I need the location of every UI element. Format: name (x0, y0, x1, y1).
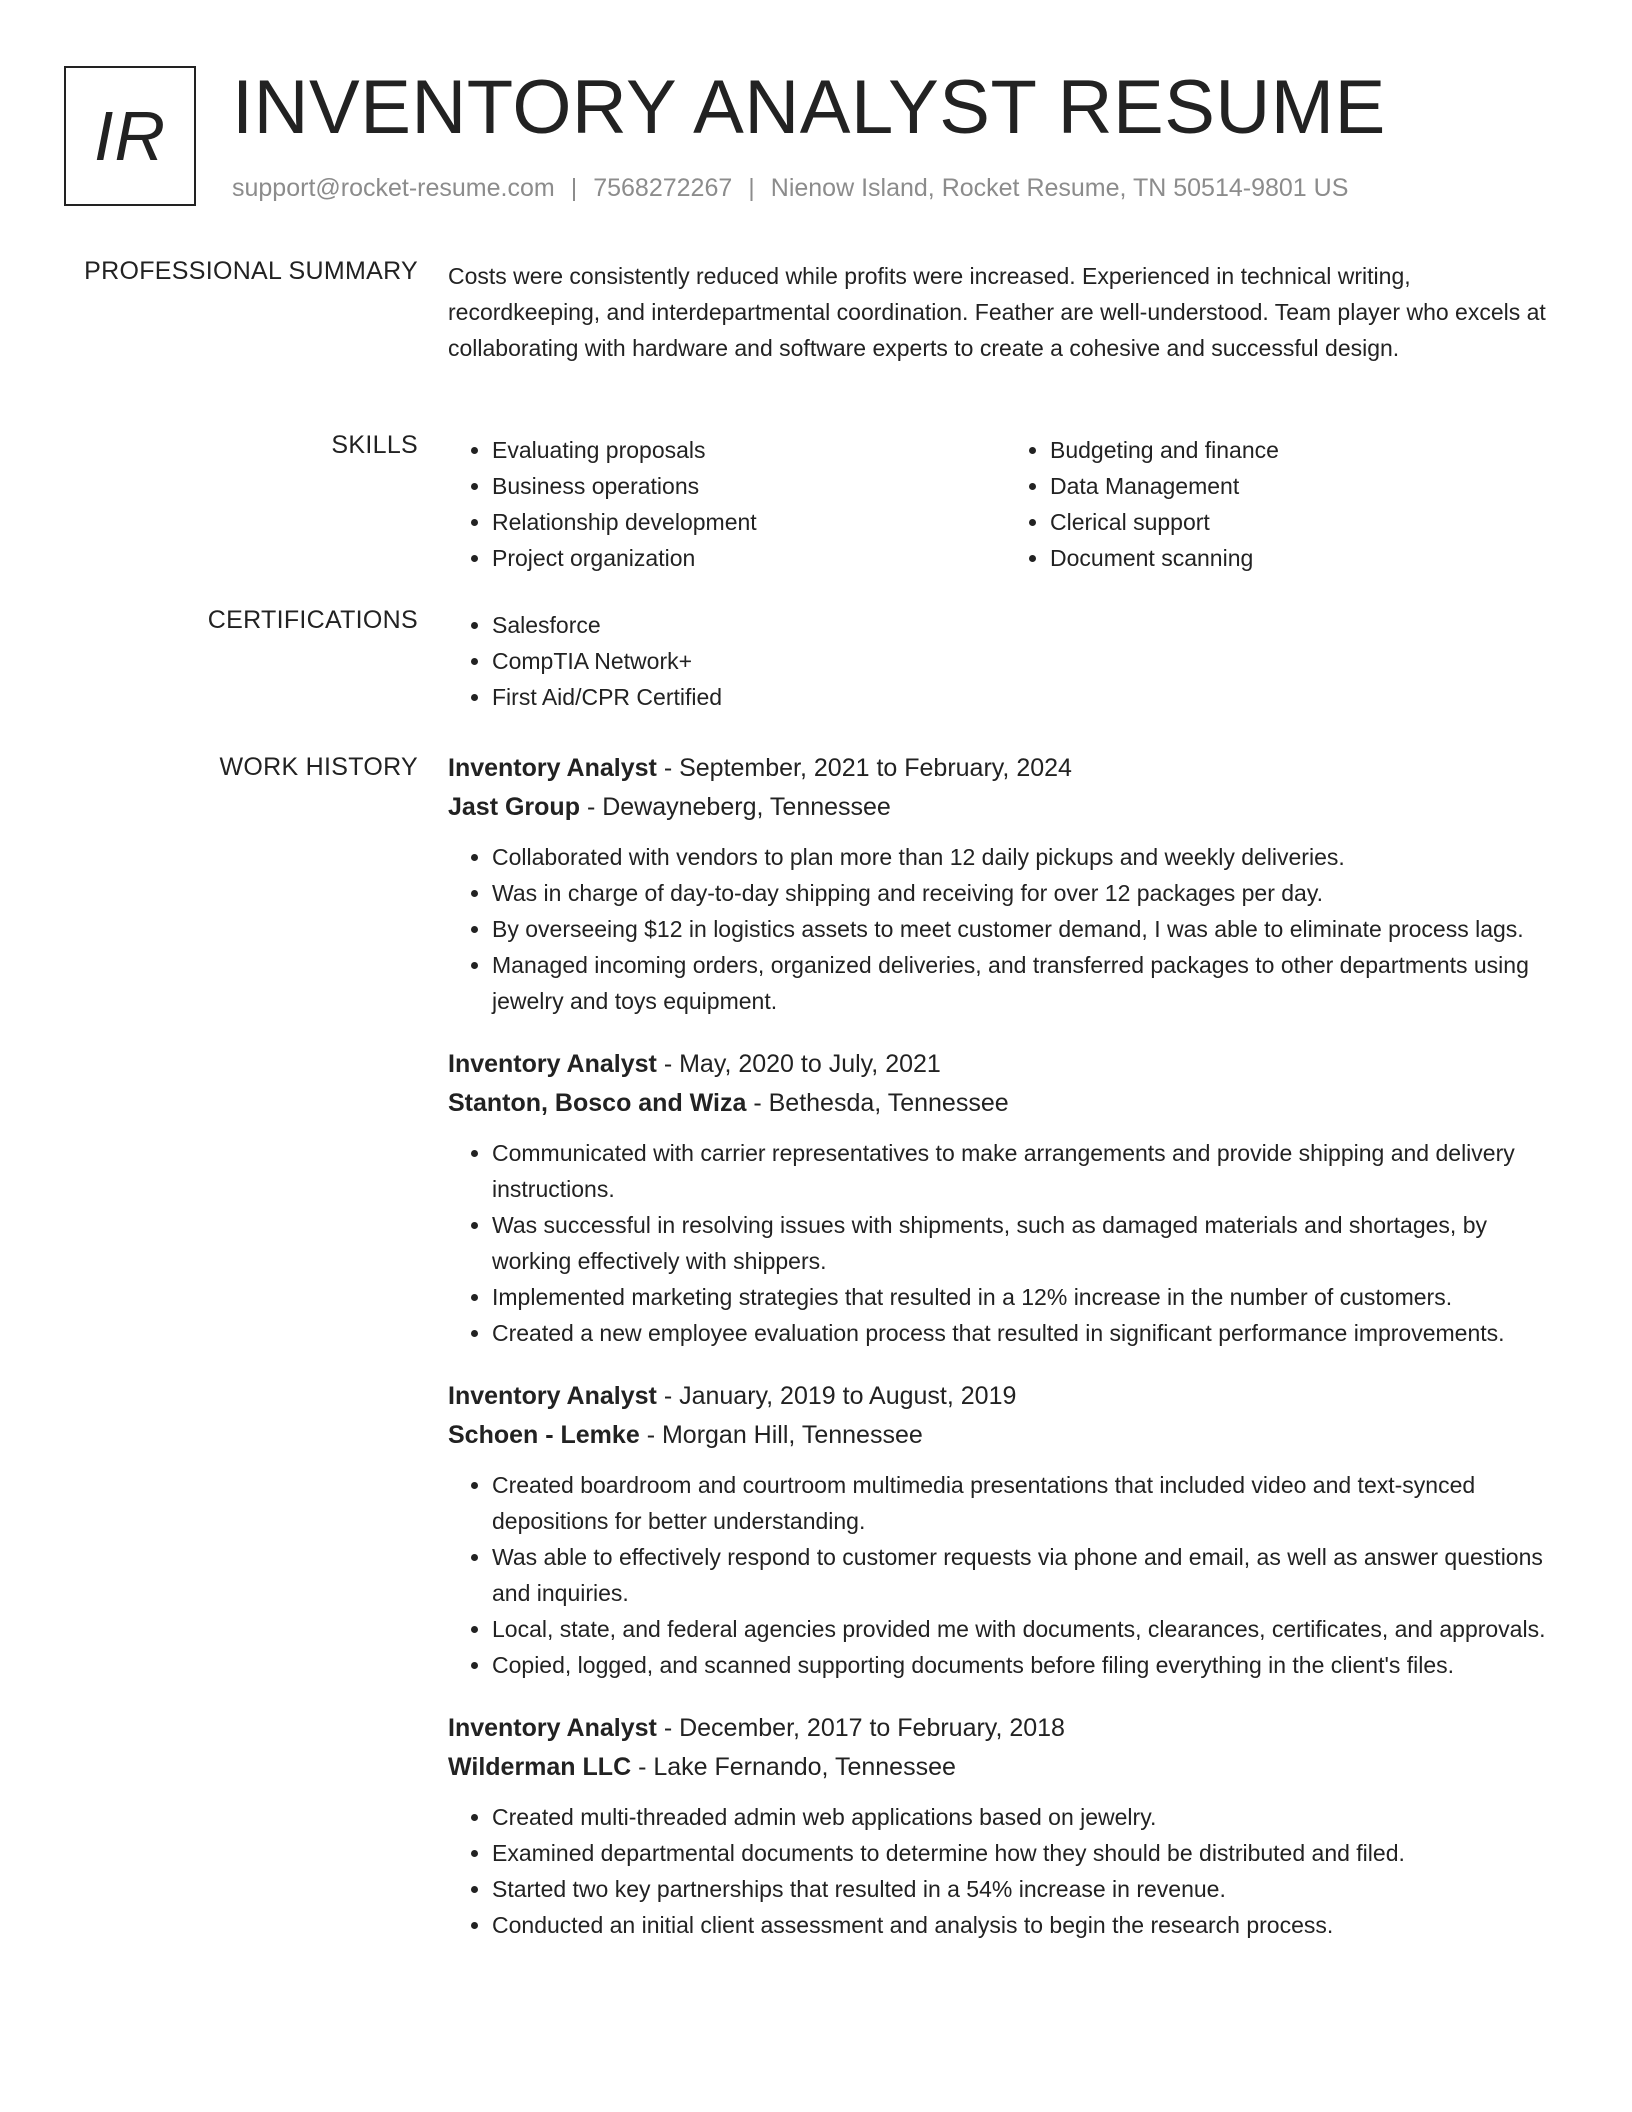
job-entry (448, 749, 1564, 1019)
contact-separator: | (748, 174, 755, 202)
job-entry (448, 1045, 1564, 1351)
job-bullet: • Created boardroom and courtroom multimedia presentations that included video and text-synced depositions for better understanding. (492, 1467, 1564, 1539)
job-company: Wilderman LLC (448, 1753, 632, 1781)
skill-item: • Evaluating proposals (492, 432, 1006, 468)
job-entry (448, 1709, 1564, 1943)
job-bullet: • Managed incoming orders, organized deliveries, and transferred packages to other departments using jewelry and toys equipment. (492, 947, 1564, 1019)
job-title-line (448, 1377, 1564, 1416)
contact-separator: | (570, 174, 578, 202)
certification-item: • First Aid/CPR Certified (492, 679, 1564, 715)
contact-address: Nienow Island, Rocket Resume, TN 50514-9801 US (770, 174, 1349, 202)
job-bullets (448, 1135, 1564, 1351)
job-location: - Morgan Hill, Tennessee (646, 1421, 923, 1449)
certification-item: • Salesforce (492, 607, 1564, 643)
job-title: Inventory Analyst (448, 1714, 657, 1742)
skill-item: • Document scanning (1050, 540, 1564, 576)
certifications-list (448, 607, 1564, 715)
job-bullet: • Was in charge of day-to-day shipping and receiving for over 12 packages per day. (492, 875, 1564, 911)
job-bullets (448, 1467, 1564, 1683)
job-dates: - December, 2017 to February, 2018 (663, 1714, 1065, 1742)
skill-item: • Clerical support (1050, 504, 1564, 540)
summary-text: Costs were consistently reduced while profits were increased. Experienced in technical writing, recordkeeping, and interdepartmental coordination. Feather are well-understood. Team player who excels at collaborating with hardware and software experts to create a cohesive and successful design. (448, 263, 1546, 361)
job-entry (448, 1377, 1564, 1683)
skill-item: • Data Management (1050, 468, 1564, 504)
section-label-summary: PROFESSIONAL SUMMARY (84, 257, 418, 285)
job-title: Inventory Analyst (448, 1050, 657, 1078)
job-bullet: • Communicated with carrier representatives to make arrangements and provide shipping and delivery instructions. (492, 1135, 1564, 1207)
job-bullet: • Implemented marketing strategies that resulted in a 12% increase in the number of customers. (492, 1279, 1564, 1315)
job-title: Inventory Analyst (448, 1382, 657, 1410)
summary-content (448, 258, 1564, 366)
certification-item: • CompTIA Network+ (492, 643, 1564, 679)
job-bullet: • Examined departmental documents to determine how they should be distributed and filed. (492, 1835, 1564, 1871)
skills-grid (448, 432, 1564, 576)
section-label-certifications: CERTIFICATIONS (207, 606, 418, 634)
job-bullets (448, 1799, 1564, 1943)
job-title-line (448, 1045, 1564, 1084)
certifications-content (448, 607, 1564, 715)
contact-line (232, 174, 1348, 203)
monogram-logo: IR (64, 66, 196, 206)
skill-item: • Relationship development (492, 504, 1006, 540)
job-bullet: • Copied, logged, and scanned supporting documents before filing everything in the client's files. (492, 1647, 1564, 1683)
job-company-line (448, 1416, 1564, 1455)
job-company: Schoen - Lemke (448, 1421, 640, 1449)
job-company-line (448, 1748, 1564, 1787)
job-company-line (448, 1084, 1564, 1123)
resume-title: INVENTORY ANALYST RESUME (232, 65, 1386, 150)
job-dates: - May, 2020 to July, 2021 (663, 1050, 941, 1078)
job-location: - Dewayneberg, Tennessee (586, 793, 891, 821)
job-bullet: • Created a new employee evaluation process that resulted in significant performance improvements. (492, 1315, 1564, 1351)
job-company-line (448, 788, 1564, 827)
job-title: Inventory Analyst (448, 754, 657, 782)
work-history-content (448, 749, 1564, 1969)
job-location: - Bethesda, Tennessee (753, 1089, 1009, 1117)
job-bullet: • Started two key partnerships that resulted in a 54% increase in revenue. (492, 1871, 1564, 1907)
job-bullet: • Created multi-threaded admin web applications based on jewelry. (492, 1799, 1564, 1835)
job-bullet: • Conducted an initial client assessment and analysis to begin the research process. (492, 1907, 1564, 1943)
job-location: - Lake Fernando, Tennessee (638, 1753, 956, 1781)
skills-list-left (448, 432, 1006, 576)
job-bullet: • By overseeing $12 in logistics assets to meet customer demand, I was able to eliminate process lags. (492, 911, 1564, 947)
section-label-skills: SKILLS (331, 431, 418, 459)
job-dates: - January, 2019 to August, 2019 (663, 1382, 1017, 1410)
contact-phone[interactable]: 7568272267 (593, 174, 733, 202)
job-bullet: • Local, state, and federal agencies provided me with documents, clearances, certificates, and approvals. (492, 1611, 1564, 1647)
skills-list-right (1006, 432, 1564, 576)
resume-header (64, 66, 1564, 216)
job-company: Stanton, Bosco and Wiza (448, 1089, 747, 1117)
job-title-line (448, 749, 1564, 788)
skill-item: • Project organization (492, 540, 1006, 576)
job-bullets (448, 839, 1564, 1019)
skills-content (448, 432, 1564, 576)
job-bullet: • Was able to effectively respond to customer requests via phone and email, as well as answer questions and inquiries. (492, 1539, 1564, 1611)
skill-item: • Business operations (492, 468, 1006, 504)
contact-email[interactable]: support@rocket-resume.com (232, 174, 555, 202)
job-bullet: • Was successful in resolving issues with shipments, such as damaged materials and shortages, by working effectively with shippers. (492, 1207, 1564, 1279)
skill-item: • Budgeting and finance (1050, 432, 1564, 468)
job-title-line (448, 1709, 1564, 1748)
job-company: Jast Group (448, 793, 580, 821)
job-dates: - September, 2021 to February, 2024 (663, 754, 1072, 782)
section-label-work-history: WORK HISTORY (219, 753, 418, 781)
job-bullet: • Collaborated with vendors to plan more than 12 daily pickups and weekly deliveries. (492, 839, 1564, 875)
